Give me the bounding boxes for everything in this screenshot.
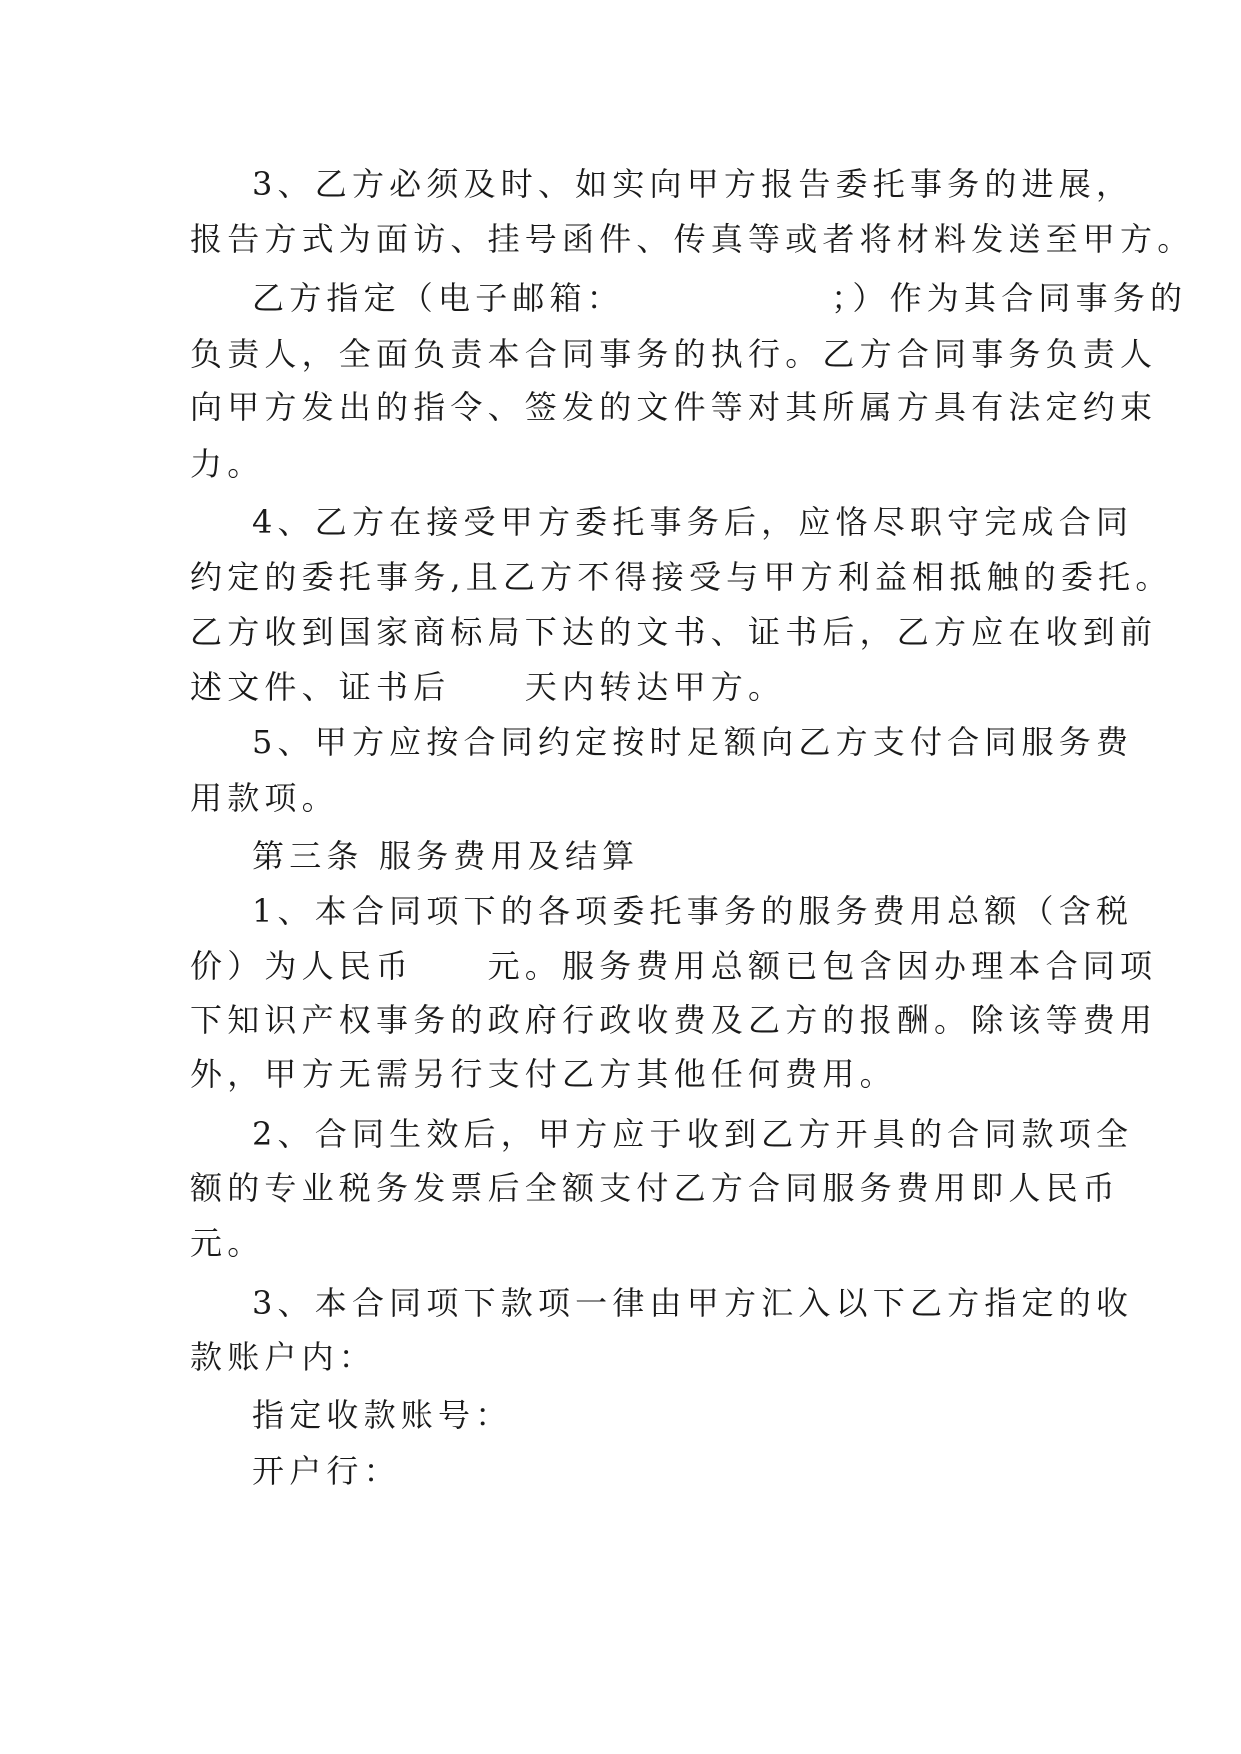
text-line: 2、合同生效后，甲方应于收到乙方开具的合同款项全 [252,1115,1134,1153]
text-line: 元。 [190,1224,265,1262]
section-heading: 第三条 服务费用及结算 [252,837,640,875]
text-line: 乙方指定（电子邮箱： ；）作为其合同事务的 [252,279,1188,317]
text-line: 1、本合同项下的各项委托事务的服务费用总额（含税 [252,892,1134,930]
text-line: 负责人，全面负责本合同事务的执行。乙方合同事务负责人 [190,335,1158,373]
text-line: 额的专业税务发票后全额支付乙方合同服务费用即人民币 [190,1169,1121,1207]
text-line: 5、甲方应按合同约定按时足额向乙方支付合同服务费 [252,723,1134,761]
text-line: 4、乙方在接受甲方委托事务后，应恪尽职守完成合同 [252,503,1134,541]
text-line: 3、本合同项下款项一律由甲方汇入以下乙方指定的收 [252,1284,1134,1322]
text-line: 指定收款账号： [252,1396,513,1434]
text-line: 下知识产权事务的政府行政收费及乙方的报酬。除该等费用 [190,1001,1158,1039]
text-line: 向甲方发出的指令、签发的文件等对其所属方具有法定约束 [190,388,1158,426]
text-line: 力。 [190,445,265,483]
text-line: 约定的委托事务,且乙方不得接受与甲方利益相抵触的委托。 [190,558,1173,596]
text-line: 开户行： [252,1452,401,1490]
text-line: 报告方式为面访、挂号函件、传真等或者将材料发送至甲方。 [190,220,1195,258]
text-line: 乙方收到国家商标局下达的文书、证书后，乙方应在收到前 [190,613,1158,651]
text-line: 款账户内： [190,1338,377,1376]
text-line: 外，甲方无需另行支付乙方其他任何费用。 [190,1055,897,1093]
text-line: 价）为人民币 元。服务费用总额已包含因办理本合同项 [190,947,1158,985]
text-line: 述文件、证书后 天内转达甲方。 [190,668,786,706]
text-line: 用款项。 [190,779,339,817]
text-line: 3、乙方必须及时、如实向甲方报告委托事务的进展， [252,165,1134,203]
